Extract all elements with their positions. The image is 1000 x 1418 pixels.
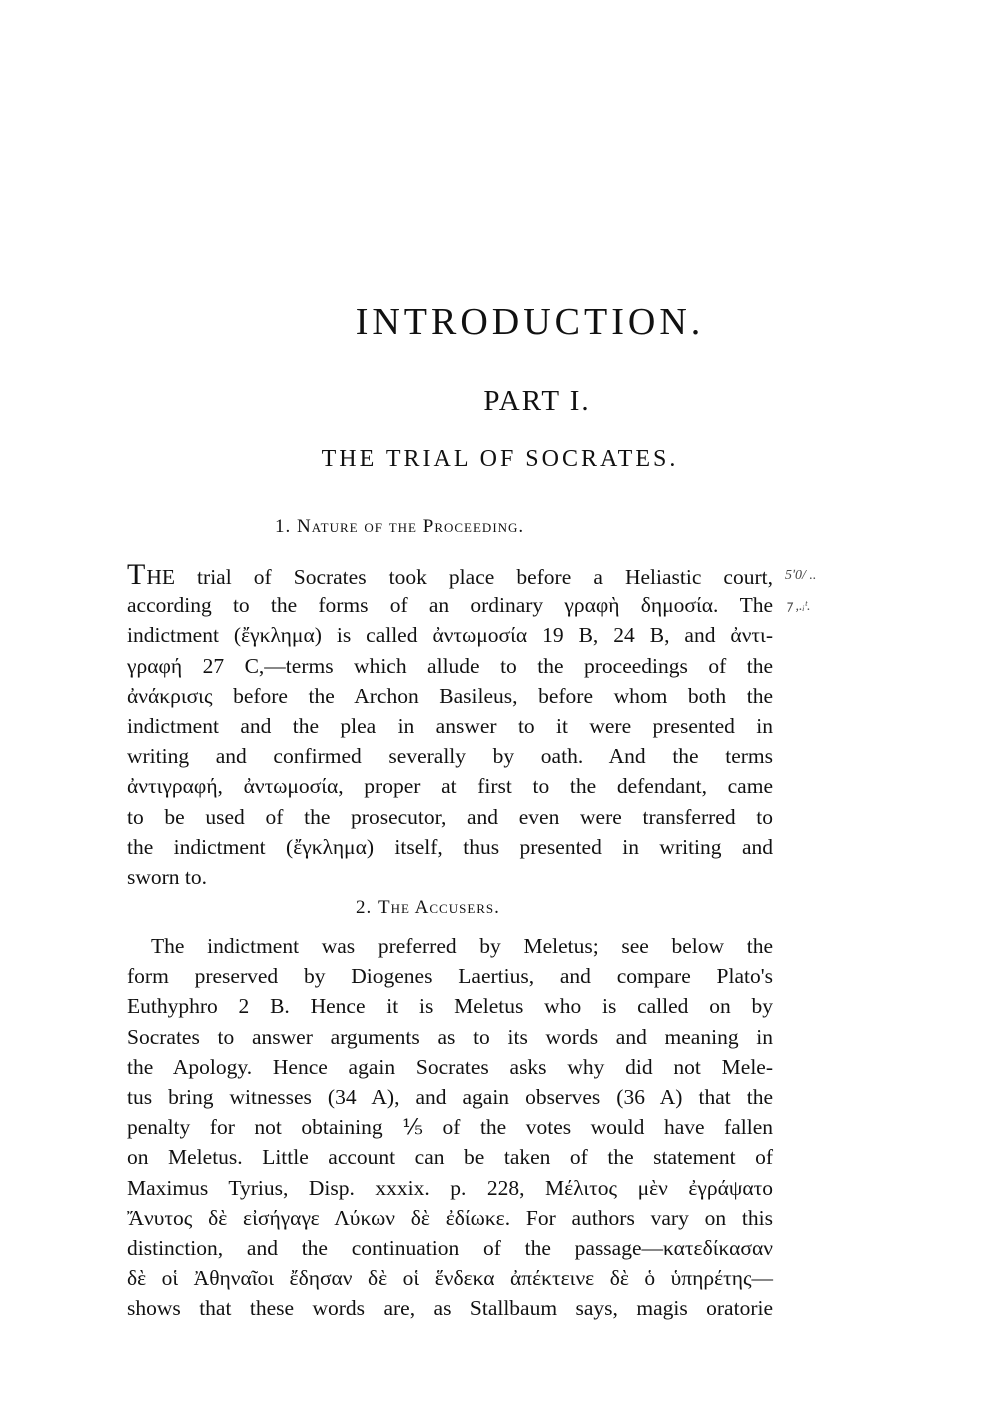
part-heading: PART I.	[483, 385, 591, 417]
handwritten-margin-note: ⁊ ,.ᵢᵗ.	[785, 599, 811, 614]
text-line: on Meletus. Little account can be taken of the statement of	[127, 1145, 773, 1170]
chapter-subtitle: THE TRIAL OF SOCRATES.	[321, 446, 679, 472]
text-line: indictment (ἔγκλημα) is called ἀντωμοσία 19 B, 24 B, and ἀντι-	[127, 623, 773, 648]
text-line: Socrates to answer arguments as to its words and meaning in	[127, 1024, 773, 1049]
text-line: according to the forms of an ordinary γραφὴ δημοσία. The	[127, 593, 773, 618]
text-line: δὲ οἱ Ἀθηναῖοι ἔδησαν δὲ οἱ ἕνδεκα ἀπέκτεινε δὲ ὁ ὑπηρέτης—	[127, 1266, 773, 1291]
text-line: sworn to.	[127, 864, 208, 889]
section-number: 1.	[275, 516, 292, 537]
section-heading-2	[356, 897, 500, 919]
paragraph-nature-of-proceeding	[127, 560, 773, 892]
text-line: the Apology. Hence again Socrates asks why did not Mele-	[127, 1054, 773, 1079]
drop-cap: T	[127, 558, 147, 591]
handwritten-margin-note: 5ʹ0/ ..	[785, 568, 817, 583]
section-title: The Accusers.	[378, 897, 500, 918]
text-line: penalty for not obtaining ⅕ of the votes would have fallen	[127, 1115, 773, 1140]
text-line: to be used of the prosecutor, and even were transferred to	[127, 804, 773, 829]
text-line: ἀνάκρισις before the Archon Basileus, before whom both the	[127, 683, 773, 708]
text-line: distinction, and the continuation of the passage—κατεδίκασαν	[127, 1235, 773, 1260]
text-line: writing and confirmed severally by oath. And the terms	[127, 744, 773, 769]
text-line: shows that these words are, as Stallbaum says, magis oratorie	[127, 1296, 773, 1321]
text-line: Euthyphro 2 B. Hence it is Meletus who is called on by	[127, 994, 773, 1019]
text-line: THE trial of Socrates took place before a Heliastic court,	[127, 558, 773, 591]
section-title: Nature of the Proceeding.	[297, 516, 525, 537]
page-title: INTRODUCTION.	[355, 301, 705, 343]
section-heading-1	[275, 516, 524, 538]
text-line: form preserved by Diogenes Laertius, and compare Plato's	[127, 964, 773, 989]
text-line: γραφή 27 C,—terms which allude to the proceedings of the	[127, 653, 773, 678]
text-line: The indictment was preferred by Meletus; see below the	[151, 934, 773, 958]
text-line: Ἄνυτος δὲ εἰσήγαγε Λύκων δὲ ἐδίωκε. For authors vary on this	[127, 1205, 773, 1230]
text-line: indictment and the plea in answer to it were presented in	[127, 713, 773, 738]
section-number: 2.	[356, 897, 373, 918]
paragraph-the-accusers	[127, 931, 773, 1323]
text-line: Maximus Tyrius, Disp. xxxix. p. 228, Μέλιτος μὲν ἐγράψατο	[127, 1175, 773, 1200]
text-line: ἀντιγραφή, ἀντωμοσία, proper at first to the defendant, came	[127, 774, 773, 799]
text-line: the indictment (ἔγκλημα) itself, thus presented in writing and	[127, 834, 773, 859]
text-line: tus bring witnesses (34 A), and again observes (36 A) that the	[127, 1084, 773, 1109]
